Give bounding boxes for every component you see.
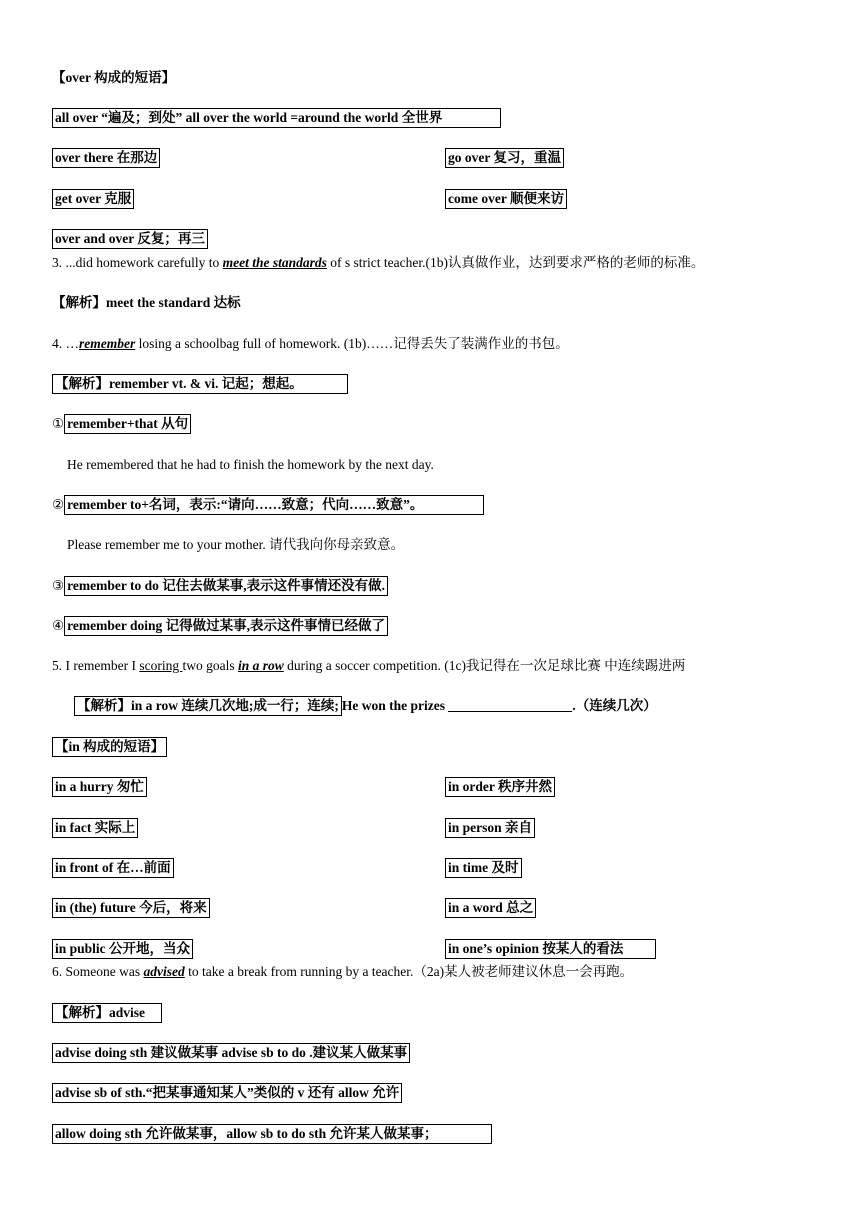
item-6-keyword: advised — [143, 964, 185, 979]
item-4-keyword: remember — [79, 336, 136, 351]
phrase-in-order: in order 秩序井然 — [445, 777, 555, 797]
over-phrases-header: 【over 构成的短语】 — [52, 70, 176, 85]
phrase-all-over: all over “遍及；到处” all over the world =around the world 全世界 — [52, 108, 501, 128]
phrase-in-fact: in fact 实际上 — [52, 818, 138, 838]
item-5-answer: scoring — [139, 658, 183, 673]
item-3-sentence: 3. ...did homework carefully to meet the standards of s strict teacher.(1b)认真做作业，达到要求严格的老师的标准。 — [52, 255, 705, 270]
example-2: Please remember me to your mother. 请代我向你母亲致意。 — [67, 537, 405, 552]
usage-2: ② remember to+名词，表示:“请向……致意；代向……致意”。 — [52, 495, 484, 515]
example-1: He remembered that he had to finish the homework by the next day. — [67, 457, 434, 472]
item-4-sentence: 4. …remember losing a schoolbag full of homework. (1b)……记得丢失了装满作业的书包。 — [52, 336, 569, 351]
phrase-in-a-word: in a word 总之 — [445, 898, 536, 918]
phrase-in-front-of: in front of 在…前面 — [52, 858, 174, 878]
advise-usage-2: advise sb of sth.“把某事通知某人”类似的 v 还有 allow 允许 — [52, 1083, 402, 1103]
usage-1: ① remember+that 从句 — [52, 414, 191, 434]
usage-4: ④remember doing 记得做过某事,表示这件事情已经做了 — [52, 616, 388, 636]
allow-usage: allow doing sth 允许做某事，allow sb to do sth 允许某人做某事； — [52, 1124, 492, 1144]
item-5-sentence: 5. I remember I scoring two goals in a row during a soccer competition. (1c)我记得在一次足球比赛 中连续踢进两 — [52, 658, 686, 673]
phrase-come-over: come over 顺便来访 — [445, 189, 567, 209]
phrase-in-person: in person 亲自 — [445, 818, 535, 838]
usage-3: ③remember to do 记住去做某事,表示这件事情还没有做. — [52, 576, 388, 596]
phrase-over-and-over: over and over 反复；再三 — [52, 229, 208, 249]
item-5-keyword: in a row — [237, 658, 284, 673]
phrase-in-time: in time 及时 — [445, 858, 522, 878]
item-6-sentence: 6. Someone was advised to take a break from running by a teacher.（2a)某人被老师建议休息一会再跑。 — [52, 964, 634, 979]
phrase-get-over: get over 克服 — [52, 189, 134, 209]
phrase-go-over: go over 复习，重温 — [445, 148, 564, 168]
answer-blank[interactable] — [448, 697, 572, 712]
item-4-analysis: 【解析】remember vt. & vi. 记起；想起。 — [52, 374, 348, 394]
phrase-in-future: in (the) future 今后，将来 — [52, 898, 210, 918]
item-6-analysis: 【解析】advise — [52, 1003, 162, 1023]
item-5-analysis: 【解析】in a row 连续几次地;成一行；连续; He won the prizes .（连续几次） — [74, 696, 657, 716]
item-3-analysis: 【解析】meet the standard 达标 — [52, 295, 241, 310]
phrase-in-ones-opinion: in one’s opinion 按某人的看法 — [445, 939, 656, 959]
advise-usage-1: advise doing sth 建议做某事 advise sb to do .建议某人做某事 — [52, 1043, 410, 1063]
phrase-over-there: over there 在那边 — [52, 148, 160, 168]
phrase-in-public: in public 公开地，当众 — [52, 939, 193, 959]
item-3-keyword: meet the standards — [222, 255, 327, 270]
in-phrases-header: 【in 构成的短语】 — [52, 737, 167, 757]
phrase-in-a-hurry: in a hurry 匆忙 — [52, 777, 147, 797]
